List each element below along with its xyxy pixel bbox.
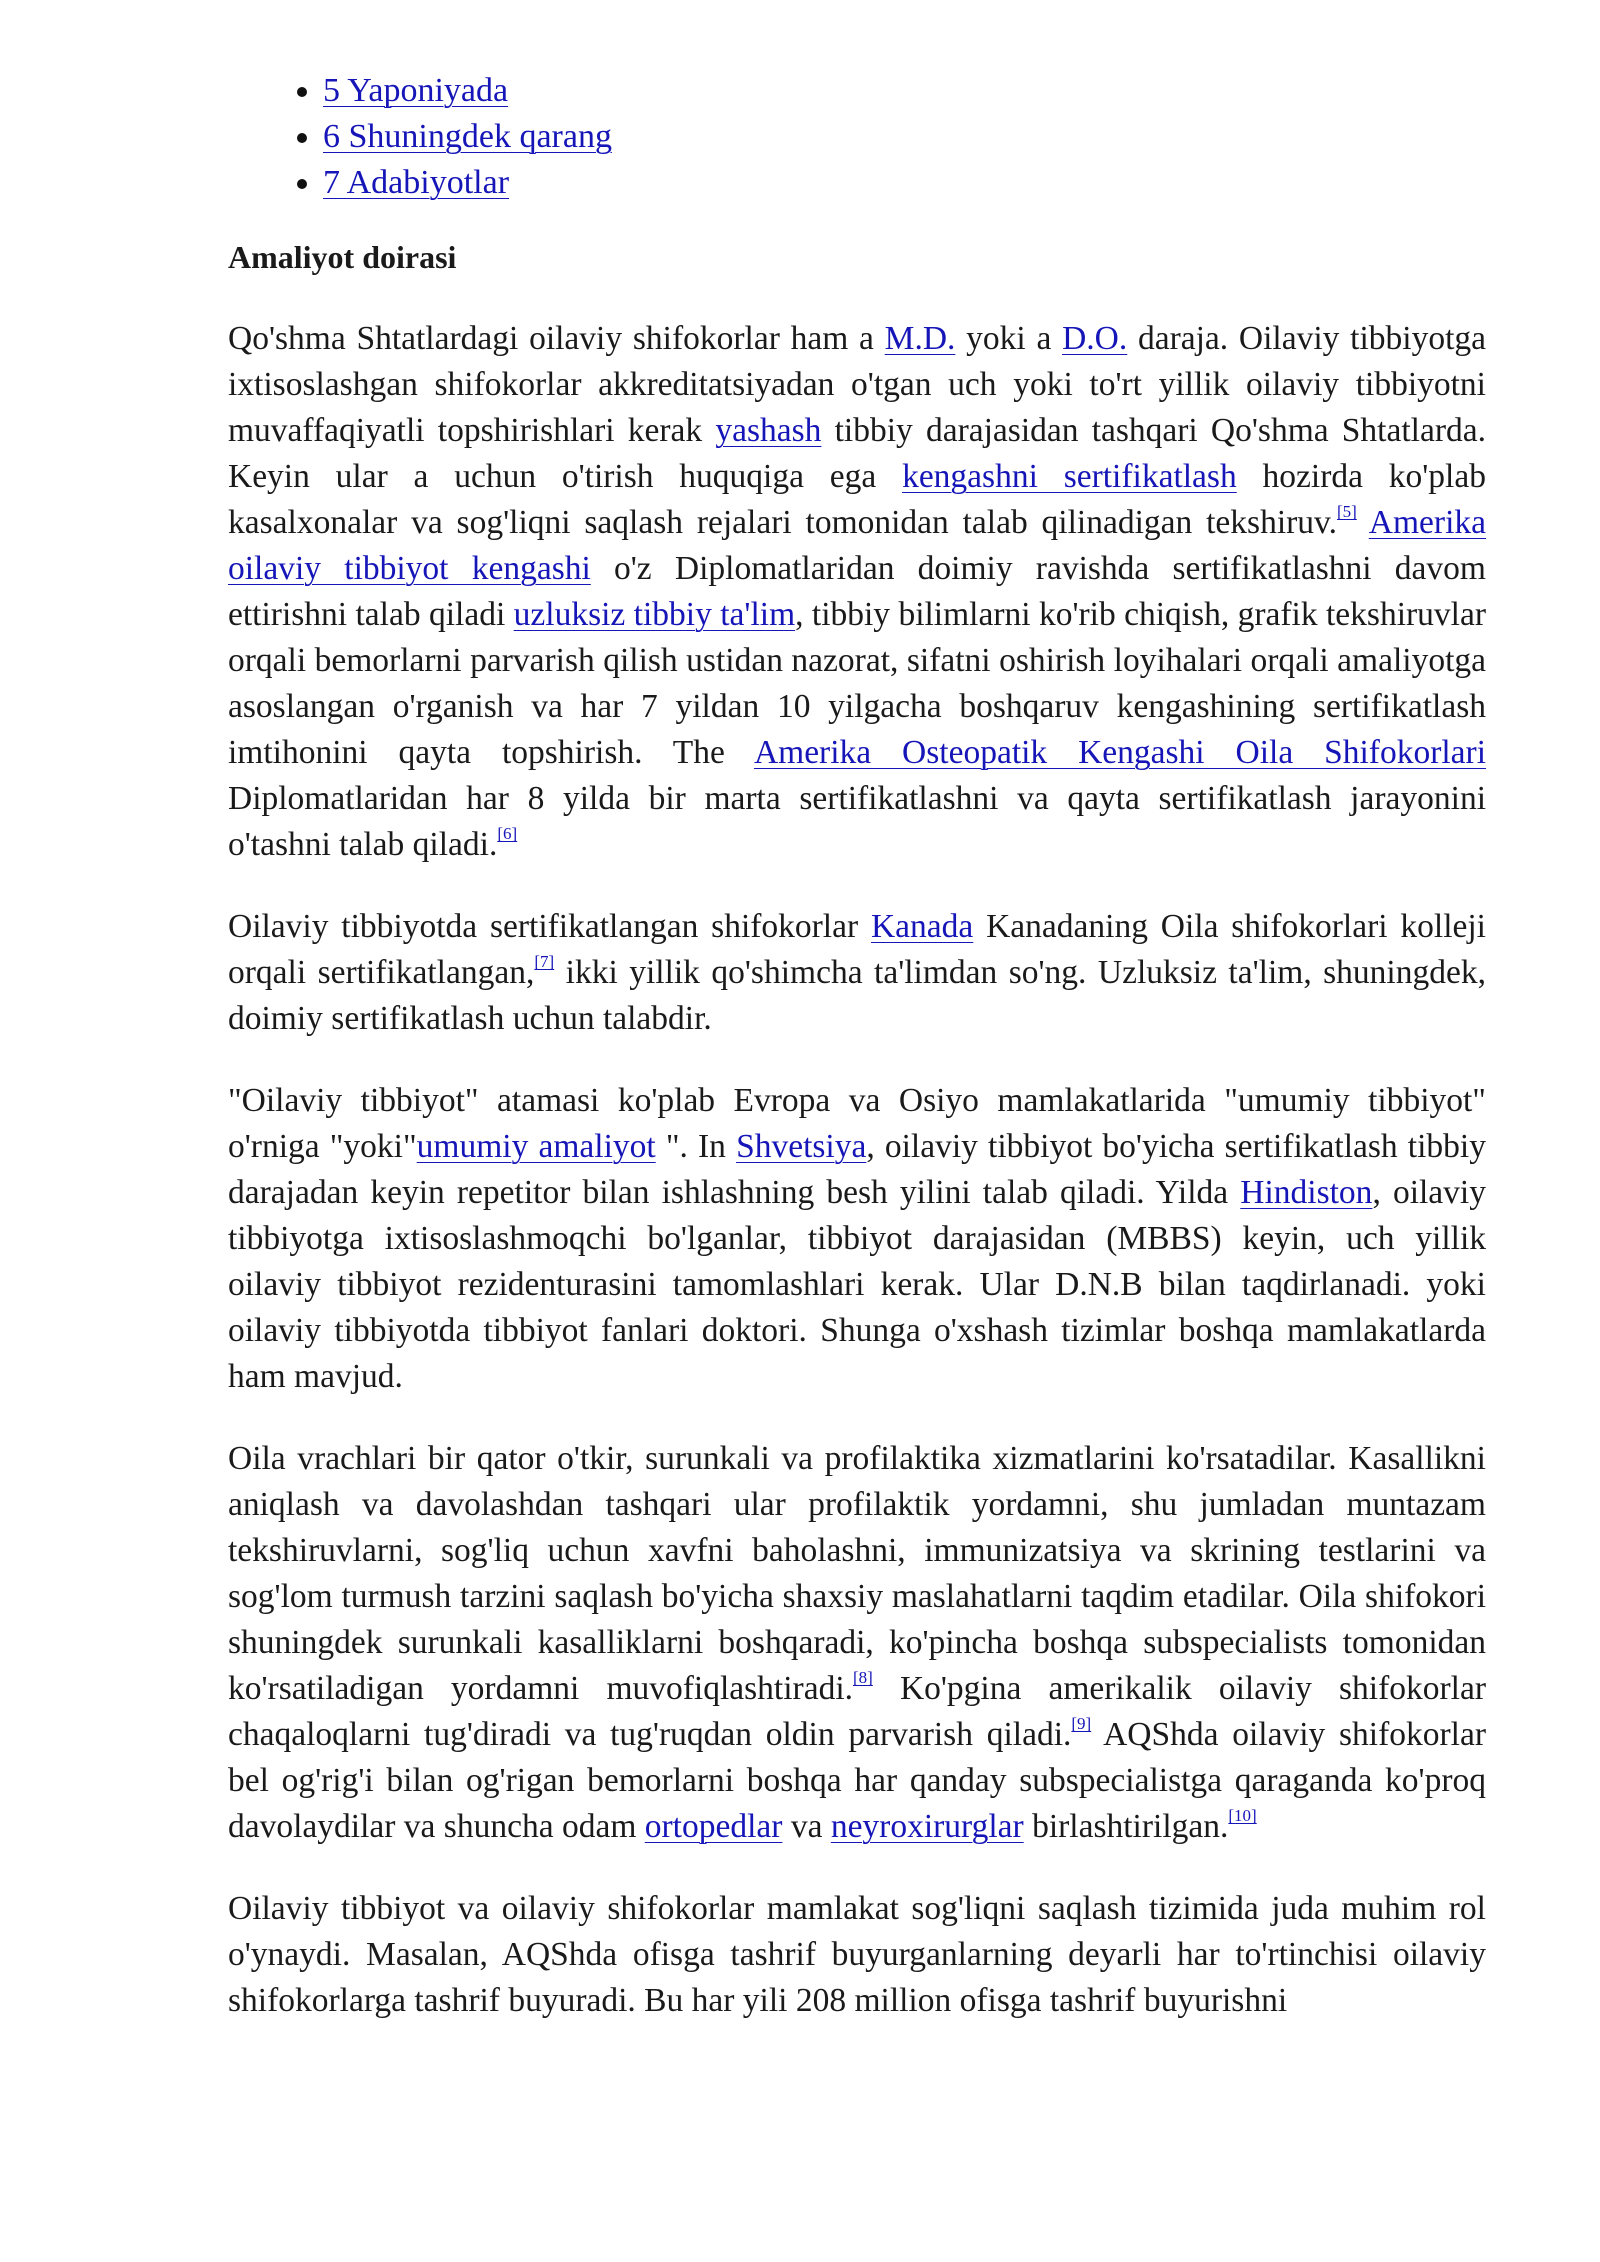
footnote-link-9[interactable]: [9]	[1071, 1714, 1092, 1733]
text-span: Oilaviy tibbiyot va oilaviy shifokorlar mamlakat sog'liqni saqlash tizimida juda muhim rol o'ynaydi. Masalan, AQShda ofisga tashrif buyurganlarning deyarli har to'rtinchisi oilaviy shifokorlarga tashrif buyuradi. Bu har yili 208 million ofisga tashrif buyurishni	[228, 1890, 1486, 2019]
link-amerika-oilaviy-tibbiyot-kengashi[interactable]: Amerika oilaviy tibbiyot kengashi	[228, 504, 1486, 587]
footnote-link-8[interactable]: [8]	[853, 1668, 873, 1687]
text-span: ". In	[655, 1128, 737, 1165]
footnote-ref	[853, 1668, 873, 1687]
footnote-link-5[interactable]: [5]	[1336, 502, 1357, 521]
text-span: va	[782, 1808, 831, 1845]
toc-item	[323, 160, 1486, 206]
link-amerika-osteopatik-kengashi[interactable]: Amerika Osteopatik Kengashi Oila Shifokorlari	[753, 734, 1487, 771]
text-span: o'z Diplomatlaridan doimiy ravishda sertifikatlashni davom ettirishni talab qiladi	[228, 550, 1486, 633]
text-span: ikki yillik qo'shimcha ta'limdan so'ng. Uzluksiz ta'lim, shuningdek, doimiy sertifikatlash uchun talabdir.	[228, 954, 1486, 1037]
text-span: Oila vrachlari bir qator o'tkir, surunkali va profilaktika xizmatlarini ko'rsatadilar. Kasallikni aniqlash va davolashdan tashqari ular profilaktik yordamni, shu jumladan muntazam tekshiruvlarni, sog'liq uchun xavfni baholashni, immunizatsiya va skrining testlarini va sog'lom turmush tarzini saqlash bo'yicha shaxsiy maslahatlarni taqdim etadilar. Oila shifokori shuningdek surunkali kasalliklarni boshqaradi, ko'pincha boshqa subspecialists tomonidan ko'rsatiladigan yordamni muvofiqlashtiradi.	[228, 1440, 1486, 1707]
link-md[interactable]: M.D.	[884, 320, 956, 357]
table-of-contents	[228, 68, 1486, 206]
link-shvetsiya[interactable]: Shvetsiya	[736, 1128, 867, 1165]
text-span: Diplomatlaridan har 8 yilda bir marta sertifikatlashni va qayta sertifikatlash jarayonini o'tashni talab qiladi.	[228, 780, 1486, 863]
paragraph-role	[228, 1886, 1486, 2024]
paragraph-certification-us	[228, 316, 1486, 868]
link-uzluksiz-tibbiy-talim[interactable]: uzluksiz tibbiy ta'lim	[513, 596, 796, 633]
text-span: daraja. Oilaviy tibbiyotga ixtisoslashgan shifokorlar akkreditatsiyadan o'tgan uch yoki to'rt yillik oilaviy tibbiyotni muvaffaqiyatli topshirishlari kerak	[228, 320, 1486, 449]
text-span: hozirda ko'plab kasalxonalar va sog'liqni saqlash rejalari tomonidan talab qilinadigan tekshiruv.	[228, 458, 1486, 541]
text-span: yoki a	[955, 320, 1063, 357]
link-ortopedlar[interactable]: ortopedlar	[644, 1808, 783, 1845]
section-heading: Amaliyot doirasi	[228, 239, 457, 275]
paragraph-europe-asia	[228, 1078, 1486, 1400]
toc-link-adabiyotlar[interactable]: 7 Adabiyotlar	[323, 164, 510, 201]
link-neyroxirurglar[interactable]: neyroxirurglar	[830, 1808, 1024, 1845]
text-span: Kanadaning Oila shifokorlari kolleji orqali sertifikatlangan,	[228, 908, 1486, 991]
text-span	[1357, 504, 1369, 541]
article-content	[228, 68, 1486, 2060]
text-span: , oilaviy tibbiyotga ixtisoslashmoqchi bo'lganlar, tibbiyot darajasidan (MBBS) keyin, uch yillik oilaviy tibbiyot rezidenturasini tamomlashlari kerak. Ular D.N.B bilan taqdirlanadi. yoki oilaviy tibbiyotda tibbiyot fanlari doktori. Shunga o'xshash tizimlar boshqa mamlakatlarda ham mavjud.	[228, 1174, 1486, 1395]
footnote-link-10[interactable]: [10]	[1228, 1806, 1257, 1825]
link-do[interactable]: D.O.	[1062, 320, 1128, 357]
text-span: Oilaviy tibbiyotda sertifikatlangan shifokorlar	[228, 908, 871, 945]
toc-link-shuningdek-qarang[interactable]: 6 Shuningdek qarang	[323, 118, 612, 155]
paragraph-services	[228, 1436, 1486, 1850]
text-span: Ko'pgina amerikalik oilaviy shifokorlar chaqaloqlarni tug'diradi va tug'ruqdan oldin parvarish qiladi.	[228, 1670, 1486, 1753]
footnote-ref	[1337, 502, 1357, 521]
toc-link-yaponiyada[interactable]: 5 Yaponiyada	[323, 72, 509, 109]
text-span: AQShda oilaviy shifokorlar bel og'rig'i bilan og'rigan bemorlarni boshqa har qanday subspecialistga qaraganda ko'proq davolaydilar va shuncha odam	[228, 1716, 1486, 1845]
link-yashash[interactable]: yashash	[715, 412, 822, 449]
text-span: Qo'shma Shtatlardagi oilaviy shifokorlar ham a	[228, 320, 885, 357]
footnote-link-6[interactable]: [6]	[497, 824, 518, 843]
text-span: , oilaviy tibbiyot bo'yicha sertifikatlash tibbiy darajadan keyin repetitor bilan ishlashning besh yilini talab qiladi. Yilda	[228, 1128, 1486, 1211]
link-hindiston[interactable]: Hindiston	[1240, 1174, 1373, 1211]
footnote-ref	[1228, 1806, 1256, 1825]
text-span: "Oilaviy tibbiyot" atamasi ko'plab Evropa va Osiyo mamlakatlarida "umumiy tibbiyot" o'rniga "yoki"	[228, 1082, 1486, 1165]
toc-item	[323, 114, 1486, 160]
link-kengashni-sertifikatlash[interactable]: kengashni sertifikatlash	[902, 458, 1237, 495]
footnote-link-7[interactable]: [7]	[534, 952, 555, 971]
footnote-ref	[497, 824, 517, 843]
paragraph-canada	[228, 904, 1486, 1042]
text-span: birlashtirilgan.	[1023, 1808, 1229, 1845]
link-umumiy-amaliyot[interactable]: umumiy amaliyot	[416, 1128, 656, 1165]
footnote-ref	[534, 952, 554, 971]
footnote-ref	[1071, 1714, 1091, 1733]
text-span: , tibbiy bilimlarni ko'rib chiqish, grafik tekshiruvlar orqali bemorlarni parvarish qilish ustidan nazorat, sifatni oshirish loyihalari orqali amaliyotga asoslangan o'rganish va har 7 yildan 10 yilgacha boshqaruv kengashining sertifikatlash imtihonini qayta topshirish. The	[228, 596, 1486, 771]
link-kanada[interactable]: Kanada	[870, 908, 974, 945]
toc-item	[323, 68, 1486, 114]
text-span: tibbiy darajasidan tashqari Qo'shma Shtatlarda. Keyin ular a uchun o'tirish huquqiga ega	[228, 412, 1486, 495]
